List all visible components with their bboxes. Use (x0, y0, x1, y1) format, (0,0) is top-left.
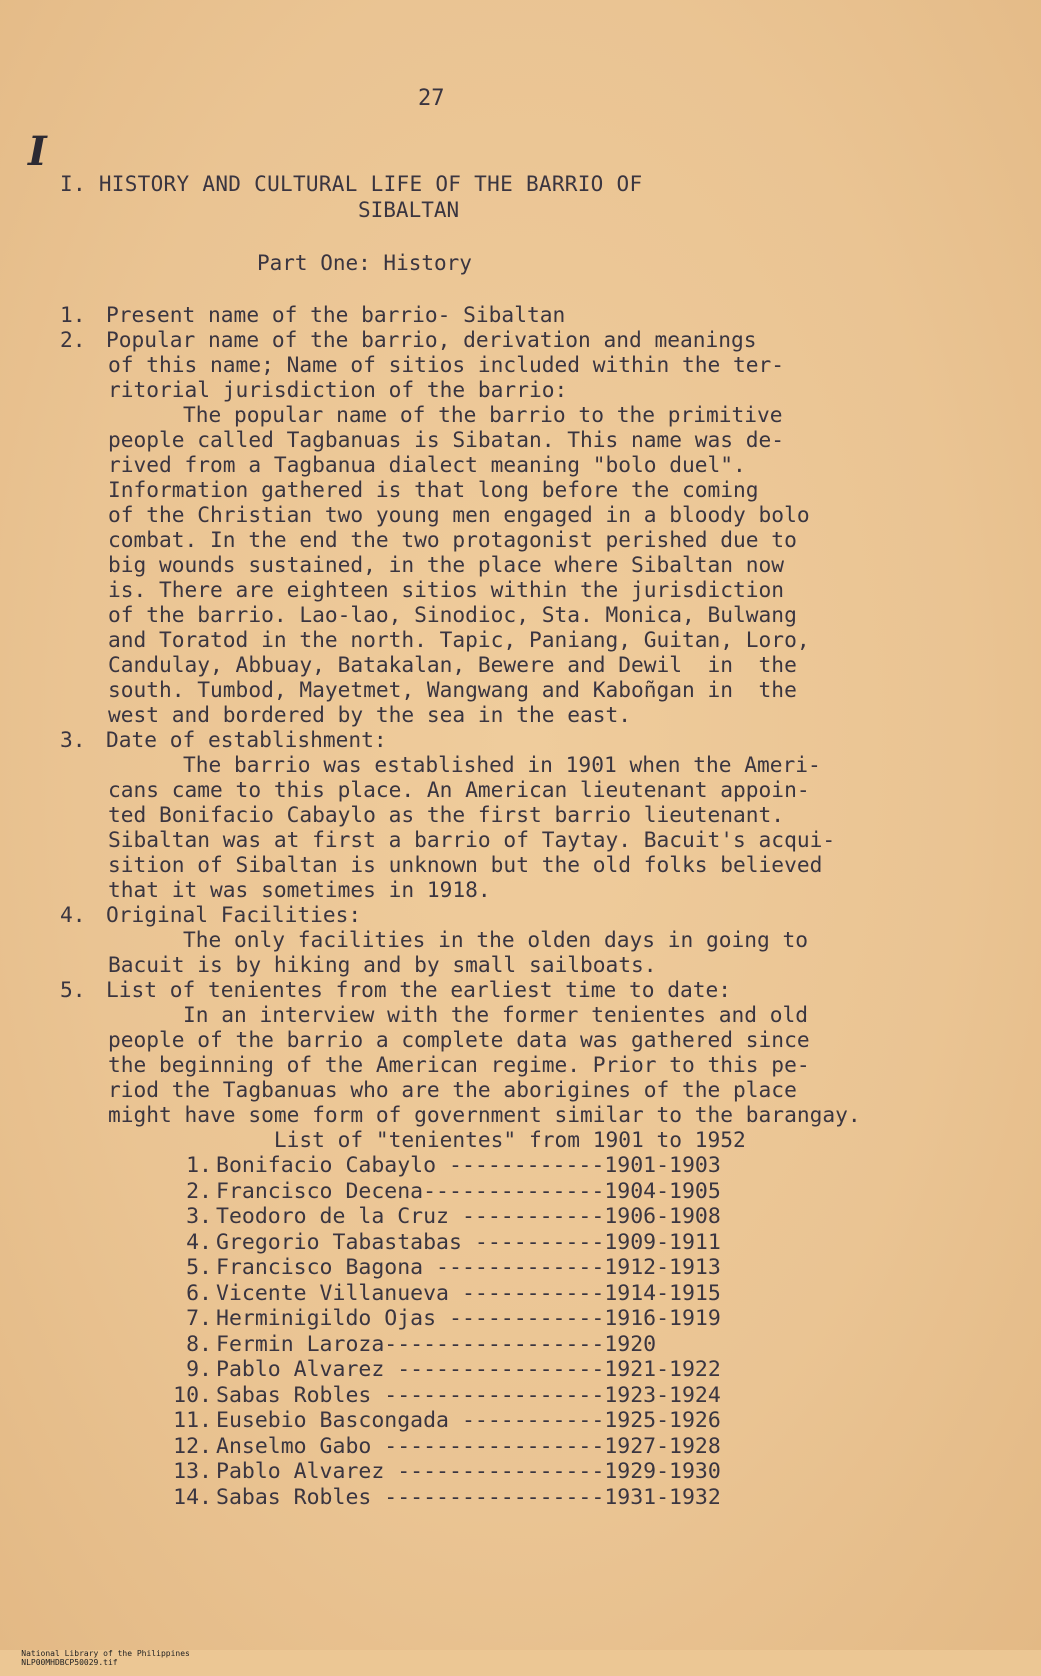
section-heading-line2: SIBALTAN (358, 198, 460, 222)
text-line (60, 352, 1020, 377)
tenientes-list (160, 1153, 721, 1510)
line-text: In an interview with the former tenientes and old (183, 1002, 809, 1027)
line-text: ritorial jurisdiction of the barrio: (108, 377, 568, 402)
teniente-years: 1901-1903 (604, 1153, 721, 1178)
text-line (60, 552, 1020, 577)
teniente-name: Vicente Villanueva ----------- (216, 1280, 605, 1306)
text-line (60, 1027, 1020, 1052)
line-text: Information gathered is that long before the coming (108, 477, 759, 502)
item-number: 3. (60, 727, 86, 752)
teniente-years: 1906-1908 (604, 1204, 721, 1229)
text-line (60, 952, 1020, 977)
list-item (160, 1434, 721, 1460)
teniente-years: 1912-1913 (604, 1255, 721, 1280)
footer-library: National Library of the Philippines (21, 1649, 190, 1658)
teniente-years: 1909-1911 (604, 1229, 721, 1255)
line-text: sition of Sibaltan is unknown but the old folks believed (108, 852, 823, 877)
text-line (60, 1127, 1020, 1152)
list-item-number: 1. (186, 1153, 212, 1178)
teniente-name: Bonifacio Cabaylo ------------ (216, 1153, 605, 1178)
line-text: Candulay, Abbuay, Batakalan, Bewere and Dewil in the (108, 652, 797, 677)
text-line (60, 702, 1020, 727)
line-text: riod the Tagbanuas who are the aborigines of the place (108, 1077, 797, 1102)
line-text: of the barrio. Lao-lao, Sinodioc, Sta. Monica, Bulwang (108, 602, 797, 627)
list-item (160, 1179, 721, 1205)
line-text: of the Christian two young men engaged in a bloody bolo (108, 502, 810, 527)
line-text: The popular name of the barrio to the primitive (183, 402, 783, 427)
line-text: Date of establishment: (106, 727, 387, 752)
teniente-years: 1927-1928 (604, 1433, 721, 1459)
list-item-number: 13. (173, 1459, 212, 1484)
text-line (60, 1102, 1020, 1127)
list-item-number: 3. (186, 1204, 212, 1229)
teniente-name: Anselmo Gabo ----------------- (216, 1433, 605, 1459)
teniente-years: 1923-1924 (604, 1382, 721, 1408)
text-line (60, 677, 1020, 702)
page-number: 27 (418, 86, 445, 111)
line-text: rived from a Tagbanua dialect meaning "bolo duel". (108, 452, 746, 477)
list-item (160, 1153, 721, 1179)
teniente-name: Herminigildo Ojas ------------ (216, 1306, 605, 1331)
list-item (160, 1204, 721, 1230)
list-item-number: 4. (186, 1229, 212, 1255)
line-text: is. There are eighteen sitios within the jurisdiction (108, 577, 785, 602)
text-line (60, 927, 1020, 952)
text-line (60, 1077, 1020, 1102)
text-line (60, 802, 1020, 827)
line-text: might have some form of government similar to the barangay. (108, 1102, 861, 1127)
section-heading-line1: I. HISTORY AND CULTURAL LIFE OF THE BARRIO OF (60, 172, 643, 196)
teniente-name: Gregorio Tabastabas ---------- (216, 1229, 605, 1255)
list-item (160, 1332, 721, 1358)
teniente-years: 1916-1919 (604, 1306, 721, 1331)
line-text: people of the barrio a complete data was gathered since (108, 1027, 810, 1052)
text-line (60, 302, 1020, 327)
line-text: List of tenientes from the earliest time to date: (106, 977, 732, 1002)
line-text: The barrio was established in 1901 when the Ameri- (183, 752, 821, 777)
text-line (60, 902, 1020, 927)
list-item (160, 1281, 721, 1307)
list-item-number: 9. (186, 1357, 212, 1382)
list-item (160, 1383, 721, 1409)
text-line (60, 527, 1020, 552)
list-item (160, 1408, 721, 1434)
line-text: south. Tumbod, Mayetmet, Wangwang and Kaboñgan in the (108, 677, 797, 702)
teniente-years: 1904-1905 (604, 1178, 721, 1204)
item-number: 5. (60, 977, 86, 1002)
list-item (160, 1230, 721, 1256)
list-item-number: 10. (173, 1382, 212, 1408)
text-line (60, 627, 1020, 652)
text-line (60, 977, 1020, 1002)
list-item (160, 1255, 721, 1281)
line-text: Present name of the barrio- Sibaltan (106, 302, 566, 327)
line-text: List of "tenientes" from 1901 to 1952 (108, 1127, 746, 1152)
text-line (60, 752, 1020, 777)
line-text: the beginning of the American regime. Prior to this pe- (108, 1052, 810, 1077)
body-text (60, 302, 1020, 1152)
list-item-number: 12. (173, 1433, 212, 1459)
list-item-number: 5. (186, 1255, 212, 1280)
text-line (60, 477, 1020, 502)
teniente-name: Fermin Laroza----------------- (216, 1331, 605, 1357)
teniente-name: Francisco Decena-------------- (216, 1178, 605, 1204)
line-text: The only facilities in the olden days in going to (183, 927, 809, 952)
teniente-name: Pablo Alvarez ---------------- (216, 1357, 605, 1382)
list-item-number: 11. (173, 1408, 212, 1433)
text-line (60, 1002, 1020, 1027)
line-text: big wounds sustained, in the place where Sibaltan now (108, 552, 785, 577)
text-line (60, 577, 1020, 602)
text-line (60, 327, 1020, 352)
list-item (160, 1357, 721, 1383)
list-item-number: 8. (186, 1331, 212, 1357)
list-item (160, 1459, 721, 1485)
teniente-years: 1914-1915 (604, 1280, 721, 1306)
text-line (60, 602, 1020, 627)
line-text: and Toratod in the north. Tapic, Paniang, Guitan, Loro, (108, 627, 810, 652)
text-line (60, 377, 1020, 402)
teniente-years: 1920 (604, 1331, 657, 1357)
teniente-name: Sabas Robles ----------------- (216, 1484, 605, 1510)
teniente-name: Francisco Bagona ------------- (216, 1255, 605, 1280)
item-number: 2. (60, 327, 86, 352)
line-text: Bacuit is by hiking and by small sailboats. (108, 952, 657, 977)
text-line (60, 777, 1020, 802)
teniente-name: Sabas Robles ----------------- (216, 1382, 605, 1408)
text-line (60, 652, 1020, 677)
list-item-number: 6. (186, 1280, 212, 1306)
line-text: ted Bonifacio Cabaylo as the first barrio lieutenant. (108, 802, 785, 827)
footer-filename: NLP00MHDBCP50029.tif (21, 1658, 118, 1667)
line-text: people called Tagbanuas is Sibatan. This name was de- (108, 427, 785, 452)
text-line (60, 727, 1020, 752)
teniente-name: Pablo Alvarez ---------------- (216, 1459, 605, 1484)
teniente-name: Eusebio Bascongada ----------- (216, 1408, 605, 1433)
teniente-years: 1925-1926 (604, 1408, 721, 1433)
list-item-number: 7. (186, 1306, 212, 1331)
text-line (60, 877, 1020, 902)
line-text: Original Facilities: (106, 902, 362, 927)
line-text: west and bordered by the sea in the east. (108, 702, 631, 727)
line-text: of this name; Name of sitios included within the ter- (108, 352, 785, 377)
text-line (60, 427, 1020, 452)
teniente-name: Teodoro de la Cruz ----------- (216, 1204, 605, 1229)
list-item-number: 14. (173, 1484, 212, 1510)
list-item (160, 1306, 721, 1332)
line-text: Sibaltan was at first a barrio of Taytay. Bacuit's acqui- (108, 827, 836, 852)
teniente-years: 1931-1932 (604, 1484, 721, 1510)
line-text: combat. In the end the two protagonist perished due to (108, 527, 797, 552)
teniente-years: 1929-1930 (604, 1459, 721, 1484)
item-number: 1. (60, 302, 86, 327)
text-line (60, 1052, 1020, 1077)
list-item-number: 2. (186, 1178, 212, 1204)
part-heading: Part One: History (257, 251, 472, 275)
teniente-years: 1921-1922 (604, 1357, 721, 1382)
text-line (60, 402, 1020, 427)
list-item (160, 1485, 721, 1511)
item-number: 4. (60, 902, 86, 927)
line-text: cans came to this place. An American lieutenant appoin- (108, 777, 810, 802)
handwritten-margin-mark: I (28, 128, 47, 175)
text-line (60, 452, 1020, 477)
line-text: Popular name of the barrio, derivation and meanings (106, 327, 757, 352)
scan-footer (2, 1640, 214, 1676)
text-line (60, 827, 1020, 852)
text-line (60, 502, 1020, 527)
text-line (60, 852, 1020, 877)
line-text: that it was sometimes in 1918. (108, 877, 491, 902)
